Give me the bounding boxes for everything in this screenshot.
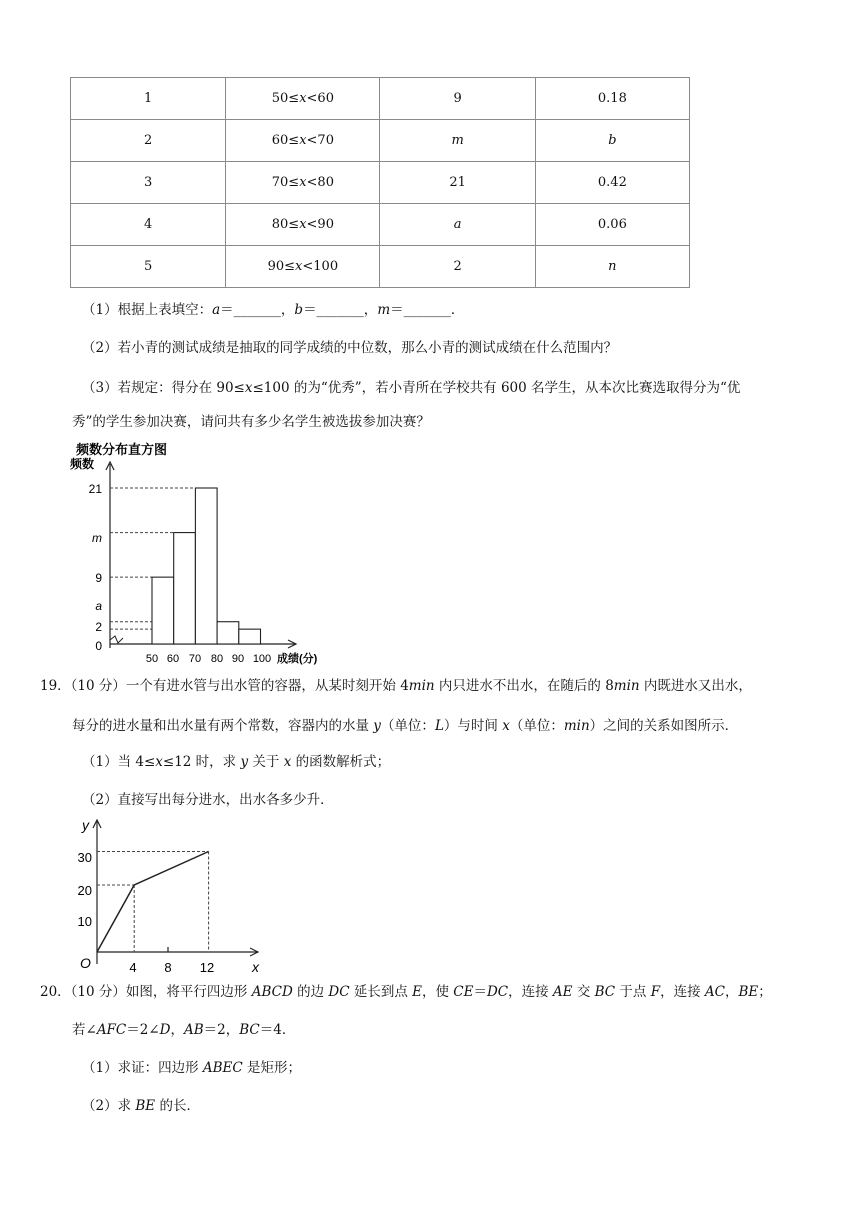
histogram-title: 频数分布直方图	[76, 442, 168, 457]
rate-cell: b	[535, 120, 689, 162]
graph-x-tick-12: 12	[199, 960, 215, 975]
histogram	[68, 440, 318, 672]
table-row	[71, 120, 690, 162]
range-cell: 90≤x<100	[226, 246, 380, 288]
rate-cell: n	[535, 246, 689, 288]
graph-guides	[97, 852, 209, 953]
range-cell: 50≤x<60	[226, 78, 380, 120]
q19-line2: 每分的进水量和出水量有两个常数，容器内的水量 y（单位：L）与时间 x（单位：min）之间的关系如图所示．	[72, 718, 739, 734]
axis-break	[110, 636, 123, 643]
group-cell: 2	[71, 120, 226, 162]
frequency-cell: m	[380, 120, 535, 162]
histogram-bar	[174, 533, 196, 644]
table-row	[71, 78, 690, 120]
q18-part2: （2）若小青的测试成绩是抽取的同学成绩的中位数，那么小青的测试成绩在什么范围内？	[82, 340, 618, 356]
q18-part1: （1）根据上表填空：a＝_______，b＝_______，m＝_______．	[82, 302, 465, 318]
q20-part2: （2）求 BE 的长．	[82, 1098, 200, 1114]
frequency-cell: 2	[380, 246, 535, 288]
frequency-cell: 9	[380, 78, 535, 120]
histogram-bar	[217, 622, 239, 644]
graph-x-tick-8: 8	[164, 960, 172, 975]
q19-part2: （2）直接写出每分进水，出水各多少升．	[82, 792, 334, 808]
table-row	[71, 204, 690, 246]
graph-y-label: y	[82, 817, 89, 833]
group-cell: 1	[71, 78, 226, 120]
x-tick-80: 80	[210, 653, 224, 665]
q19-part1: （1）当 4≤x≤12 时，求 y 关于 x 的函数解析式；	[82, 754, 391, 770]
graph-line	[97, 852, 209, 953]
x-tick-90: 90	[231, 653, 245, 665]
y-tick-9: 9	[95, 571, 102, 585]
graph-y-tick-30: 30	[77, 850, 92, 865]
histogram-bars	[152, 488, 261, 644]
table-row	[71, 162, 690, 204]
histogram-bar	[195, 488, 217, 644]
y-tick-m: m	[92, 531, 102, 545]
frequency-table	[70, 77, 690, 288]
graph-y-tick-20: 20	[77, 883, 92, 898]
x-tick-60: 60	[166, 653, 180, 665]
y-tick-a: a	[95, 599, 102, 613]
water-graph	[70, 814, 270, 976]
frequency-cell: 21	[380, 162, 535, 204]
q20-line1: 20．（10 分）如图，将平行四边形 ABCD 的边 DC 延长到点 E，使 CE＝DC，连接 AE 交 BC 于点 F，连接 AC，BE；	[40, 984, 772, 1000]
group-cell: 3	[71, 162, 226, 204]
y-tick-21: 21	[88, 482, 102, 496]
x-tick-100: 100	[252, 653, 272, 665]
q20-line2: 若∠AFC＝2∠D，AB＝2，BC＝4．	[72, 1022, 296, 1038]
rate-cell: 0.06	[535, 204, 689, 246]
histogram-bar	[152, 577, 174, 644]
range-cell: 60≤x<70	[226, 120, 380, 162]
graph-y-tick-10: 10	[77, 914, 92, 929]
q18-part3-cont: 秀”的学生参加决赛，请问共有多少名学生被选拔参加决赛？	[72, 414, 430, 430]
rate-cell: 0.18	[535, 78, 689, 120]
histogram-ylabel: 频数	[70, 457, 95, 471]
q20-part1: （1）求证：四边形 ABEC 是矩形；	[82, 1060, 302, 1076]
x-tick-70: 70	[188, 653, 202, 665]
q18-part3: （3）若规定：得分在 90≤x≤100 的为“优秀”，若小青所在学校共有 600 名学生，从本次比赛选取得分为“优	[82, 380, 741, 396]
graph-x-tick-4: 4	[129, 960, 137, 975]
group-cell: 4	[71, 204, 226, 246]
range-cell: 80≤x<90	[226, 204, 380, 246]
histogram-xlabel: 成绩(分)	[277, 653, 318, 665]
x-tick-50: 50	[145, 653, 159, 665]
q19-line1: 19．（10 分）一个有进水管与出水管的容器，从某时刻开始 4min 内只进水不出水，在随后的 8min 内既进水又出水，	[40, 678, 752, 694]
graph-origin: O	[80, 955, 91, 971]
rate-cell: 0.42	[535, 162, 689, 204]
frequency-cell: a	[380, 204, 535, 246]
group-cell: 5	[71, 246, 226, 288]
graph-x-label: x	[252, 959, 259, 975]
table-row	[71, 246, 690, 288]
y-tick-2: 2	[95, 620, 102, 634]
y-tick-0: 0	[95, 639, 102, 653]
range-cell: 70≤x<80	[226, 162, 380, 204]
histogram-bar	[239, 629, 261, 644]
